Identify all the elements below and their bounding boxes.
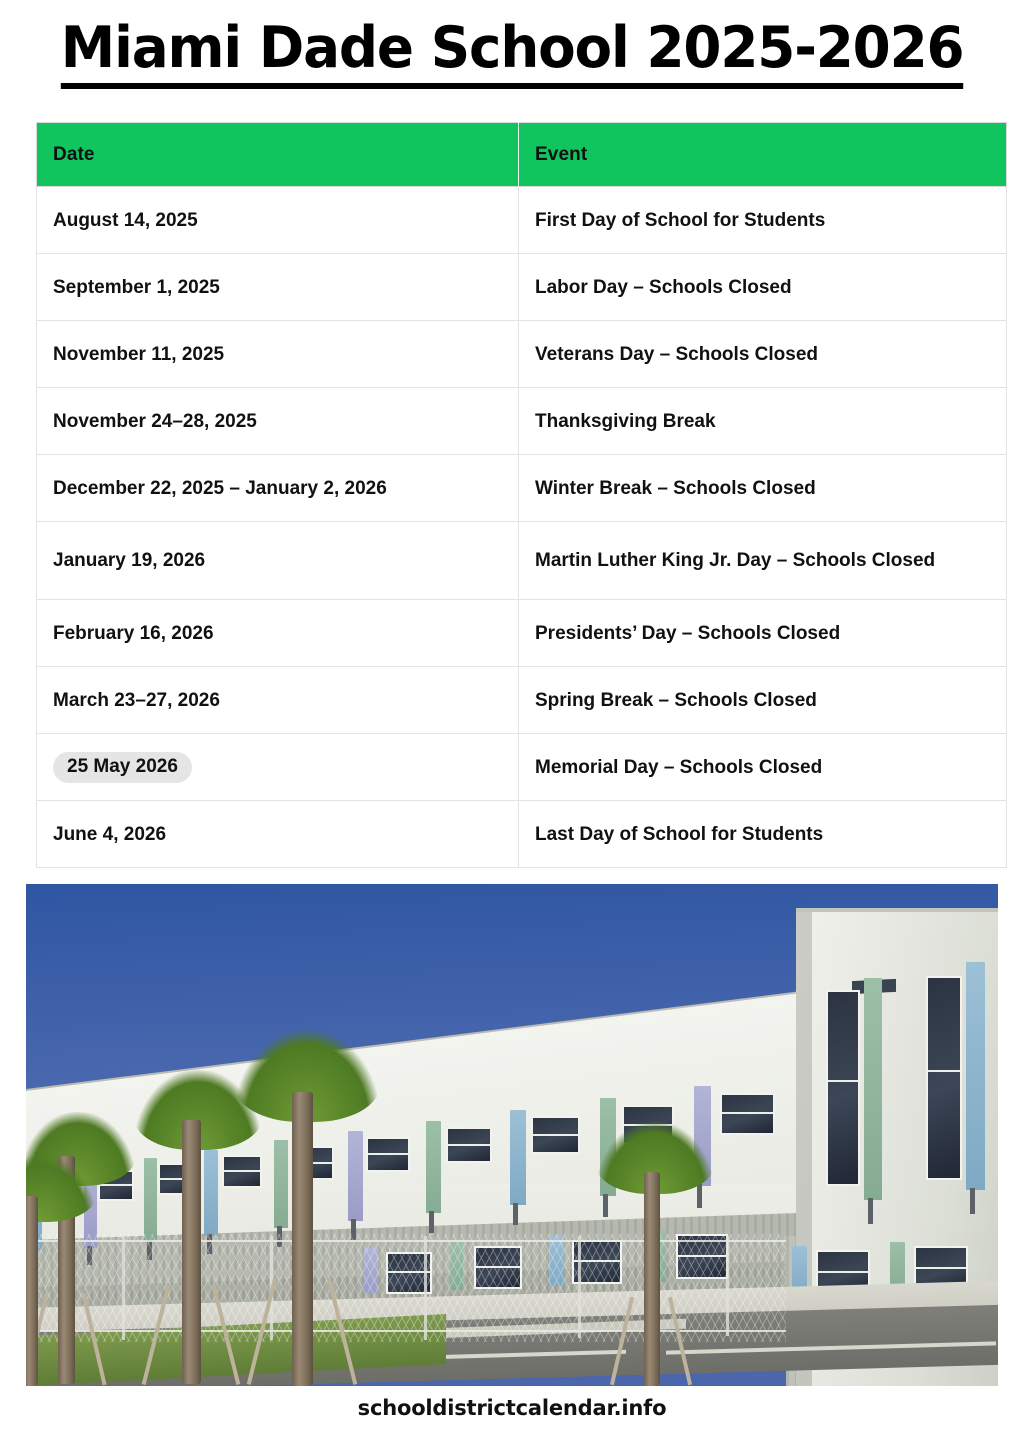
palm-trunk [182,1120,201,1384]
cell-event: First Day of School for Students [519,187,1007,254]
facade-fin-tail [513,1203,518,1225]
facade-fin-tail [970,1188,975,1214]
cell-event: Martin Luther King Jr. Day – Schools Closed [519,522,1007,600]
table-row [37,187,1007,254]
window-upper [446,1127,492,1163]
highlighted-date-badge: 25 May 2026 [53,752,192,783]
facade-fin-green [864,978,882,1200]
site-credit: schooldistrictcalendar.info [357,1396,667,1420]
page-title: Miami Dade School 2025-2026 [61,14,964,89]
palm-trunk [292,1092,313,1386]
table-row [37,254,1007,321]
cell-date: August 14, 2025 [37,187,519,254]
cell-event: Presidents’ Day – Schools Closed [519,600,1007,667]
cell-date: February 16, 2026 [37,600,519,667]
window-upper [720,1093,775,1135]
column-header-event: Event [519,123,1007,187]
facade-fin-tail [697,1184,702,1208]
facade-fin-blue [510,1110,526,1205]
table-row [37,455,1007,522]
column-header-date: Date [37,123,519,187]
palm-trunk [26,1196,38,1386]
school-calendar-table [36,122,1007,868]
table-body [37,187,1007,868]
table-row [37,801,1007,868]
school-building-photo [26,884,998,1386]
cell-event: Memorial Day – Schools Closed [519,734,1007,801]
facade-fin-blue [966,962,985,1190]
window-tower [926,976,962,1180]
fence-post [122,1236,125,1340]
facade-fin-green [426,1121,441,1213]
cell-event: Last Day of School for Students [519,801,1007,868]
facade-fin-green [274,1140,288,1228]
table-row [37,734,1007,801]
cell-date: November 11, 2025 [37,321,519,388]
fence-rail [26,1330,786,1332]
facade-fin-tail [868,1198,873,1224]
table-header-row [37,123,1007,187]
cell-event: Veterans Day – Schools Closed [519,321,1007,388]
window-tower [826,990,860,1186]
palm-trunk [644,1172,660,1386]
cell-date: September 1, 2025 [37,254,519,321]
facade-fin-lavender [348,1131,363,1221]
fence-rail [26,1240,786,1242]
window-upper [222,1155,262,1188]
page-title-container [0,14,1024,89]
window-upper [531,1116,580,1154]
cell-event: Spring Break – Schools Closed [519,667,1007,734]
table-row [37,600,1007,667]
table-row [37,321,1007,388]
table-row [37,388,1007,455]
cell-date: November 24–28, 2025 [37,388,519,455]
chain-link-fence [26,1234,786,1342]
cell-event: Winter Break – Schools Closed [519,455,1007,522]
cell-date: December 22, 2025 – January 2, 2026 [37,455,519,522]
fence-post [424,1236,427,1340]
table-row [37,667,1007,734]
facade-fin-tail [603,1194,608,1217]
facade-fin-tail [429,1211,434,1233]
cell-date: March 23–27, 2026 [37,667,519,734]
fence-post [726,1236,729,1336]
fence-post [578,1236,581,1338]
table-row [37,522,1007,600]
cell-event: Thanksgiving Break [519,388,1007,455]
cell-date: June 4, 2026 [37,801,519,868]
cell-date-highlighted [37,734,519,801]
window-upper [366,1137,410,1172]
facade-fin-green [144,1158,157,1242]
facade-fin-blue [204,1150,218,1236]
cell-date: January 19, 2026 [37,522,519,600]
cell-event: Labor Day – Schools Closed [519,254,1007,321]
table-header [37,123,1007,187]
